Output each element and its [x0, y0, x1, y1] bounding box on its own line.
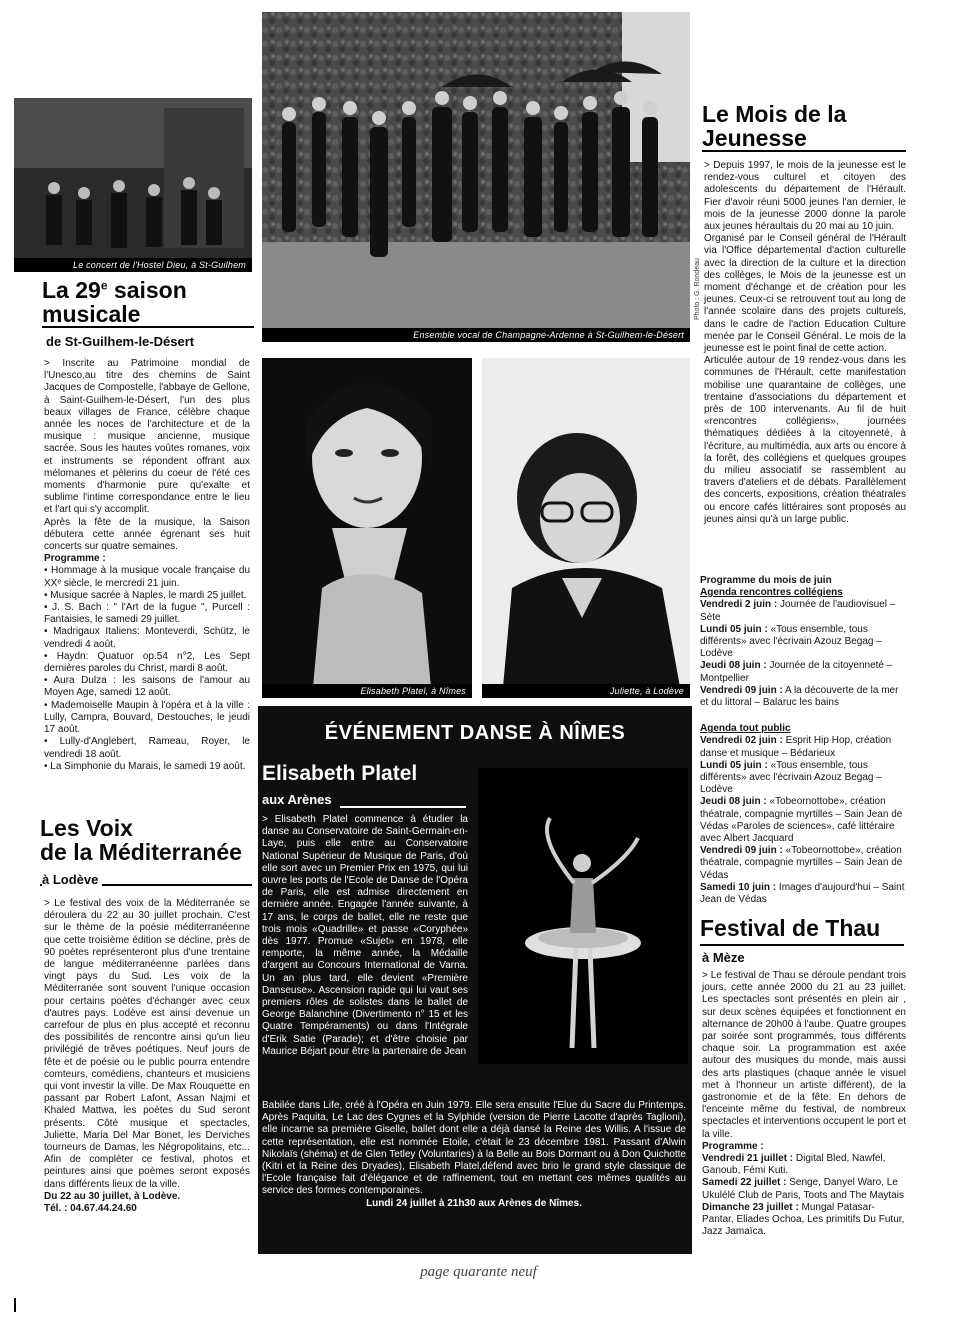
voix-title: Les Voix de la Méditerranée: [40, 815, 242, 866]
programme-item: • J. S. Bach : " l'Art de la fugue ", Purcell : Fantaisies, le samedi 29 juillet.: [44, 602, 250, 626]
voix-subtitle: à Lodève: [42, 872, 102, 887]
programme-item: • Hommage à la musique vocale française du XXᵉ siècle, le mercredi 21 juin.: [44, 565, 250, 589]
jeunesse-agenda: Programme du mois de juin Agenda rencontres collégiens Vendredi 2 juin : Journée de l'audiovisuel – Sète Lundi 05 juin : «Tous ensemble, tous différents» avec l'écrivain Azouz Begag – Lodève Jeudi 08 juin : Journée de la citoyenneté – Montpellier Vendredi 09 juin : A la découverte de la mer et du littoral – Balaruc les bains Agenda tout public Vendredi 02 juin : Esprit Hip Hop, création danse et musique – Bédarieux Lundi 05 juin : «Tous ensemble, tous différents» avec l'écrivain Azouz Begag – Lodève Jeudi 08 juin : «Tobeornottobe», création théatrale, compagnie myrtilles – Sain Jean de Védas «Paroles de sciences», café littéraire avec Albert Jacquard Vendredi 09 juin : «Tobeornottobe», création théatrale, compagnie myrtilles – Sain Jean de Védas Samedi 10 juin : Images d'aujourd'hui – Saint Jean de Védas: [700, 575, 905, 906]
programme-item: • Madrigaux Italiens: Monteverdi, Schütz, le vendredi 4 août.: [44, 626, 250, 650]
page-footer: page quarante neuf: [420, 1264, 537, 1280]
saison-title: La 29e saison musicale: [42, 277, 187, 328]
danse-banner: ÉVÉNEMENT DANSE À NÎMES: [324, 722, 626, 744]
thau-rule: [700, 944, 904, 946]
programme-item: • Lully-d'Anglebert, Rameau, Royer, le vendredi 18 août.: [44, 736, 250, 760]
agenda-entry: Vendredi 09 juin : «Tobeornottobe», création théatrale, compagnie myrtilles – Sain Jean de Védas: [700, 845, 903, 881]
thau-title: Festival de Thau: [700, 915, 881, 941]
danse-body-col: > Elisabeth Platel commence à étudier la danse au Conservatoire de Saint-Germain-en-Laye, puis elle entre au Conservatoire National Supérieur de Musique de Paris, d'où elle sort avec un Premier Prix en 1975, qui lui ouvre les ports de l'Ecole de Danse de l'Opéra de Paris, elle est admise directement en dernière année. Engagée l'année suivante, à 17 ans, le corps de ballet, elle ne reste que trois mois «Quadrille» et passe «Coryphée» dès 1977. Promue «Sujet» en 1978, elle remporte, la même année, la Médaille d'argent au Concours International de Varna. Un an plus tard, elle devient «Première Danseuse». Ascension rapide qui lui vaut ses premiers rôles de solistes dans le ballet de George Balanchine (Divertimento n° 15 et les Quatre Tempéraments) ou dans l'Intégrale d'Erik Satie (Parade); et d'être choisie par Maurice Béjart pour être la partenaire de Jean: [262, 814, 468, 1057]
platel-portrait-caption: Elisabeth Platel, à Nîmes: [262, 684, 472, 698]
programme-item: • Mademoiselle Maupin à l'opéra et à la ville : Lully, Campra, Bouvard, Destouches, le jeudi 17 août.: [44, 700, 250, 737]
agenda-entry: Jeudi 08 juin : «Tobeornottobe», création théatrale, compagnie myrtilles – Sain Jean de Védas «Paroles de sciences», café littéraire avec Albert Jacquard: [700, 796, 903, 845]
saison-rule: [42, 326, 254, 328]
ensemble-illustration: [262, 12, 690, 342]
danse-body-full: Babilée dans Life, créé à l'Opéra en Juin 1979. Elle sera ensuite l'Elue du Sacre du Printemps. Après Paquita, Le Lac des Cygnes et la Sylphide (version de Pierre Lacotte d'après Taglioni), elle incarne sa première Giselle, ballet dont elle a déjà dansé la Reine des Willis. A l'issue de cette représentation, elle est nommée Etoile, c'était le 23 décembre 1981. Passant d'Alwin Nikolaïs (shéma) et de Glen Tetley (Voluntaries) à la Belle au Bois Dormant ou à Don Quichotte (Kitri et la Reine des Dryades), Elisabeth Platel,défend avec brio le grand style classique de l'Ecole française fait d'élégance et de raffinement, tout en mettant ces mêmes qualités au service des formes contemporaines. Lundi 24 juillet à 21h30 aux Arènes de Nîmes.: [262, 1100, 686, 1209]
jeunesse-rule: [702, 150, 906, 152]
crop-mark: [14, 1298, 16, 1312]
danse-name: Elisabeth Platel: [262, 762, 418, 785]
portrait-illustration: [262, 358, 472, 698]
platel-portrait-photo: [262, 358, 472, 698]
programme-item: • Aura Dulza : les saisons de l'amour au Moyen Age, samedi 12 août.: [44, 675, 250, 699]
thau-schedule-entry: Samedi 22 juillet : Senge, Danyel Waro, Le Ukulélé Club de Paris, Toots and The Maytais: [702, 1177, 904, 1201]
jeunesse-body: > Depuis 1997, le mois de la jeunesse est le rendez-vous culturel et citoyen des adolescents du département de l'Hérault. Fier d'avoir réuni 5000 jeunes l'an dernier, le mois de la jeunesse 2000 donne la parole aux jeunes héraultais du 20 mai au 10 juin. Organisé par le Conseil général de l'Hérault via l'Office départemental d'action culturelle avec la direction de la culture et la direction des collèges, le Mois de la jeunesse est un moment d'échange et de création pour les jeunes. Ceux-ci se retrouvent tout au long de l'année scolaire dans des projets culturels, dans le cadre de l'action Education Culture menée par le Conseil Général. Le mois de la jeunesse est le point final de cette action. Articulée autour de 19 rendez-vous dans les communes de l'Hérault, cette manifestation mobilise une quarantaine de collèges, une trentaine d'associations du département et près de 100 intervenants. Au fil de huit «rencontres collégiens», journées thématiques dédiées à la citoyenneté, à l'écriture, au multimédia, aux arts ou encore à la forêt, des collégiens et quelques groupes du milieu associatif se rassemblent au travers d'ateliers et de débats. Parallèlement des concerts, expositions, création théatrales ou encore cafés littéraires sont proposés au jeunes ainsi qu'à un large public.: [704, 160, 907, 525]
concert-illustration: [14, 98, 252, 272]
ensemble-photo: [262, 12, 690, 342]
danse-rule: [340, 806, 466, 808]
agenda-entry: Lundi 05 juin : «Tous ensemble, tous différents» avec l'écrivain Azouz Begag – Lodève: [700, 623, 882, 660]
agenda-entry: Vendredi 02 juin : Esprit Hip Hop, création danse et musique – Bédarieux: [700, 735, 892, 759]
hostel-caption: Le concert de l'Hostel Dieu, à St-Guilhem: [14, 258, 252, 272]
saison-programme-list: [44, 565, 250, 772]
agenda-entry: Lundi 05 juin : «Tous ensemble, tous différents» avec l'écrivain Azouz Begag – Lodève: [700, 759, 882, 796]
ensemble-caption: Ensemble vocal de Champagne-Ardenne à St-Guilhem-le-Désert: [262, 328, 690, 342]
jeunesse-title: Le Mois de la Jeunesse: [702, 101, 847, 152]
thau-schedule-entry: Dimanche 23 juillet : Mungal Patasar-Pantar, Eliades Ochoa, Les primitifs Du Futur, Jazz Jamaïca.: [702, 1201, 905, 1238]
ballerina-illustration: [478, 768, 688, 1064]
juliette-caption: Juliette, à Lodève: [482, 684, 690, 698]
thau-schedule-entry: Vendredi 21 juillet : Digital Bled, Nawfel, Ganoub, Fémi Kuti.: [702, 1153, 886, 1177]
agenda-entry: Jeudi 08 juin : Journée de la citoyenneté – Montpellier: [700, 660, 893, 684]
voix-body: > Le festival des voix de la Méditerranée se déroulera du 22 au 30 juillet prochain. C'est sur le thème de la poésie méditerranéenne que cette troisième édition se décline, près de 90 poètes représenteront plus d'une trentaine de langue méditerranéenne parlées dans vingt pays du Sud. Les voix de la Méditerranée sont souvent l'unique occasion pour certains poètes d'échanger avec ceux d'autres pays. Lodève est ainsi devenue un carrefour de plus en plus accepté et reconnu des possibilités de rencontre ainsi qu'un lieu privilégié de trêves poétiques. Neuf jours de fête et de poésie ou le public pourra entendre comteurs, comédiens, chanteurs et musiciens qui vont investir la ville. De Max Rouquette en passant par Robert Lafont, Assan Najmi et Khaled Mattwa, les poètes du Sud seront présents. Côté musique et spectacles, Juliette, Maria Del Mar Bonet, les Derviches tourneurs de Damas, les Négropolitains, etc... Afin de compléter ce festival, photos et peintures ainsi que poèmes seront exposés dans différents lieux de la ville. Du 22 au 30 juillet, à Lodève. Tél. : 04.67.44.24.60: [44, 898, 250, 1215]
agenda-entry: Vendredi 2 juin : Journée de l'audiovisuel – Sète: [700, 599, 896, 623]
ballet-photo: [478, 768, 688, 1064]
programme-item: • Musique sacrée à Naples, le mardi 25 juillet.: [44, 590, 250, 602]
thau-body: > Le festival de Thau se déroule pendant trois jours, cette année 2000 du 21 au 23 juillet. Les spectacles sont présentés en plein air , sur deux scènes équipées et fonctionnent en alternance de 20h00 à l'aube. Quatre groupes par soirée sont programmés, tous différents chaque soir. La programmation est axée autour des musiques du monde, mais aussi des arts plastiques (chaque année le visuel met à l'honneur un artiste différent), de la gastronomie et de la fête. En dehors de l'enceinte même du festival, de nombreux spectacles et interventions occupent le port et la ville. Programme : Vendredi 21 juillet : Digital Bled, Nawfel, Ganoub, Fémi Kuti. Samedi 22 juillet : Senge, Danyel Waro, Le Ukulélé Club de Paris, Toots and The Maytais Dimanche 23 juillet : Mungal Patasar-Pantar, Eliades Ochoa, Les primitifs Du Futur, Jazz Jamaïca.: [702, 970, 906, 1238]
danse-subtitle: aux Arènes: [262, 792, 332, 807]
programme-item: • La Simphonie du Marais, le samedi 19 août.: [44, 761, 250, 773]
saison-body: > Inscrite au Patrimoine mondial de l'Unesco,au titre des chemins de Saint Jacques de Compostelle, l'abbaye de Gellone, à Saint-Guilhem-le-Désert, l'un des plus beaux villages de France, célèbre chaque année les noces de l'architecture et de la musique : musique ancienne, musique sacrée. Sous les hautes voûtes romanes, voix et instruments se répondent offrant aux mélomanes et pèlerins du coeur de l'été ces moments d'harmonie pure qu'exalte et sublime l'intime correspondance entre le lieu et l'art qui s'y accomplit. Après la fête de la musique, la Saison débutera cette année égrenant ses huit concerts sur quatre semaines. Programme : • Hommage à la musique vocale française du XXᵉ siècle, le mercredi 21 juin. • Musique sacrée à Naples, le mardi 25 juillet. • J. S. Bach : " l'Art de la fugue ", Purcell : Fantaisies, le samedi 29 juillet. • Madrigaux Italiens: Monteverdi, Schütz, le vendredi 4 août. • Haydn: Quatuor op.54 n°2, Les Sept dernières paroles du Christ, mardi 8 août. • Aura Dulza : les saisons de l'amour au Moyen Age, samedi 12 août. • Mademoiselle Maupin à l'opéra et à la ville : Lully, Campra, Bouvard, Destouches, le jeudi 17 août. • Lully-d'Anglebert, Rameau, Royer, le vendredi 18 août. • La Simphonie du Marais, le samedi 19 août.: [44, 358, 250, 773]
juliette-illustration: [482, 358, 690, 698]
photo-credit: Photo : G. Rondeau: [694, 258, 701, 320]
agenda-entry: Samedi 10 juin : Images d'aujourd'hui – Saint Jean de Védas: [700, 881, 905, 906]
agenda-entry: Vendredi 09 juin : A la découverte de la mer et du littoral – Balaruc les bains: [700, 684, 899, 709]
juliette-photo: [482, 358, 690, 698]
programme-item: • Haydn: Quatuor op.54 n°2, Les Sept dernières paroles du Christ, mardi 8 août.: [44, 651, 250, 675]
hostel-photo: [14, 98, 252, 272]
saison-subtitle: de St-Guilhem-le-Désert: [46, 334, 195, 349]
thau-subtitle: à Mèze: [702, 950, 745, 965]
